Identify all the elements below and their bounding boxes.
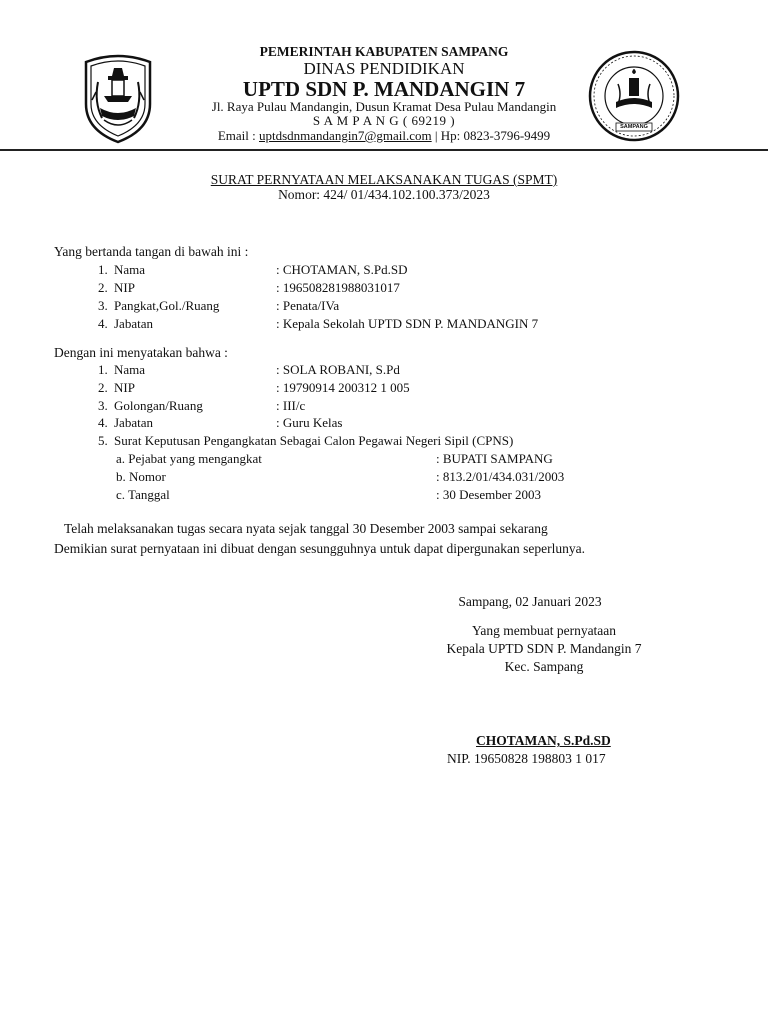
school-name: UPTD SDN P. MANDANGIN 7 <box>242 77 526 101</box>
seal-caption: SAMPANG <box>620 124 648 130</box>
sk-label: a. Pejabat yang mengangkat <box>116 451 262 466</box>
row-number: 2. <box>98 280 108 295</box>
department-line: DINAS PENDIDIKAN <box>303 59 465 78</box>
row-number: 2. <box>98 380 108 395</box>
letter-number: Nomor: 424/ 01/434.102.100.373/2023 <box>278 187 490 202</box>
row-label: Nama <box>114 362 146 377</box>
school-city: S A M P A N G ( 69219 ) <box>312 113 456 128</box>
row-number: 4. <box>98 415 108 430</box>
contact-line <box>0 128 768 144</box>
school-address: Jl. Raya Pulau Mandangin, Dusun Kramat Desa Pulau Mandangin <box>211 99 557 114</box>
sk-label: c. Tanggal <box>116 487 170 502</box>
sk-label: b. Nomor <box>116 469 166 484</box>
row-number: 5. <box>98 433 108 448</box>
row-label: Golongan/Ruang <box>114 398 203 413</box>
government-line: PEMERINTAH KABUPATEN SAMPANG <box>259 44 509 59</box>
letter-title: SURAT PERNYATAAN MELAKSANAKAN TUGAS (SPMT) <box>210 172 558 187</box>
row-number: 3. <box>98 398 108 413</box>
email-label: Email : <box>217 128 259 143</box>
row-number: 3. <box>98 298 108 313</box>
row-value: : Guru Kelas <box>276 415 343 430</box>
subject-intro: Dengan ini menyatakan bahwa : <box>54 345 228 360</box>
row-number: 1. <box>98 262 108 277</box>
row-label: Pangkat,Gol./Ruang <box>114 298 220 313</box>
row-value: : 19790914 200312 1 005 <box>276 380 410 395</box>
row-value: : Penata/IVa <box>276 298 340 313</box>
signer-intro: Yang bertanda tangan di bawah ini : <box>54 244 249 259</box>
signatory-nip: NIP. 19650828 198803 1 017 <box>447 751 606 766</box>
row-label: Jabatan <box>114 415 153 430</box>
signatory-name: CHOTAMAN, S.Pd.SD <box>476 733 611 748</box>
email-link[interactable]: uptdsdnmandangin7@gmail.com <box>259 128 432 143</box>
sk-value: : 813.2/01/434.031/2003 <box>436 469 565 484</box>
row-number: 4. <box>98 316 108 331</box>
row-number: 1. <box>98 362 108 377</box>
row-value: : Kepala Sekolah UPTD SDN P. MANDANGIN 7 <box>276 316 539 331</box>
sk-value: : 30 Desember 2003 <box>436 487 542 502</box>
statement-executed: Telah melaksanakan tugas secara nyata sejak tanggal 30 Desember 2003 sampai sekarang <box>64 521 548 536</box>
phone-text: | Hp: 0823-3796-9499 <box>431 128 551 143</box>
row-value: : CHOTAMAN, S.Pd.SD <box>276 262 408 277</box>
row-label: Surat Keputusan Pengangkatan Sebagai Calon Pegawai Negeri Sipil (CPNS) <box>114 433 514 448</box>
row-value: : SOLA ROBANI, S.Pd <box>276 362 400 377</box>
row-value: : 196508281988031017 <box>276 280 400 295</box>
place-date: Sampang, 02 Januari 2023 <box>458 594 602 609</box>
signature-maker: Yang membuat pernyataan <box>471 623 617 638</box>
row-label: Nama <box>114 262 146 277</box>
signature-district: Kec. Sampang <box>504 659 584 674</box>
row-value: : III/c <box>276 398 306 413</box>
sk-value: : BUPATI SAMPANG <box>436 451 553 466</box>
row-label: NIP <box>114 380 135 395</box>
row-label: NIP <box>114 280 135 295</box>
row-label: Jabatan <box>114 316 153 331</box>
statement-closing: Demikian surat pernyataan ini dibuat dengan sesungguhnya untuk dapat dipergunakan seperlunya. <box>54 541 585 556</box>
signature-position: Kepala UPTD SDN P. Mandangin 7 <box>446 641 642 656</box>
letterhead-divider <box>0 149 768 151</box>
